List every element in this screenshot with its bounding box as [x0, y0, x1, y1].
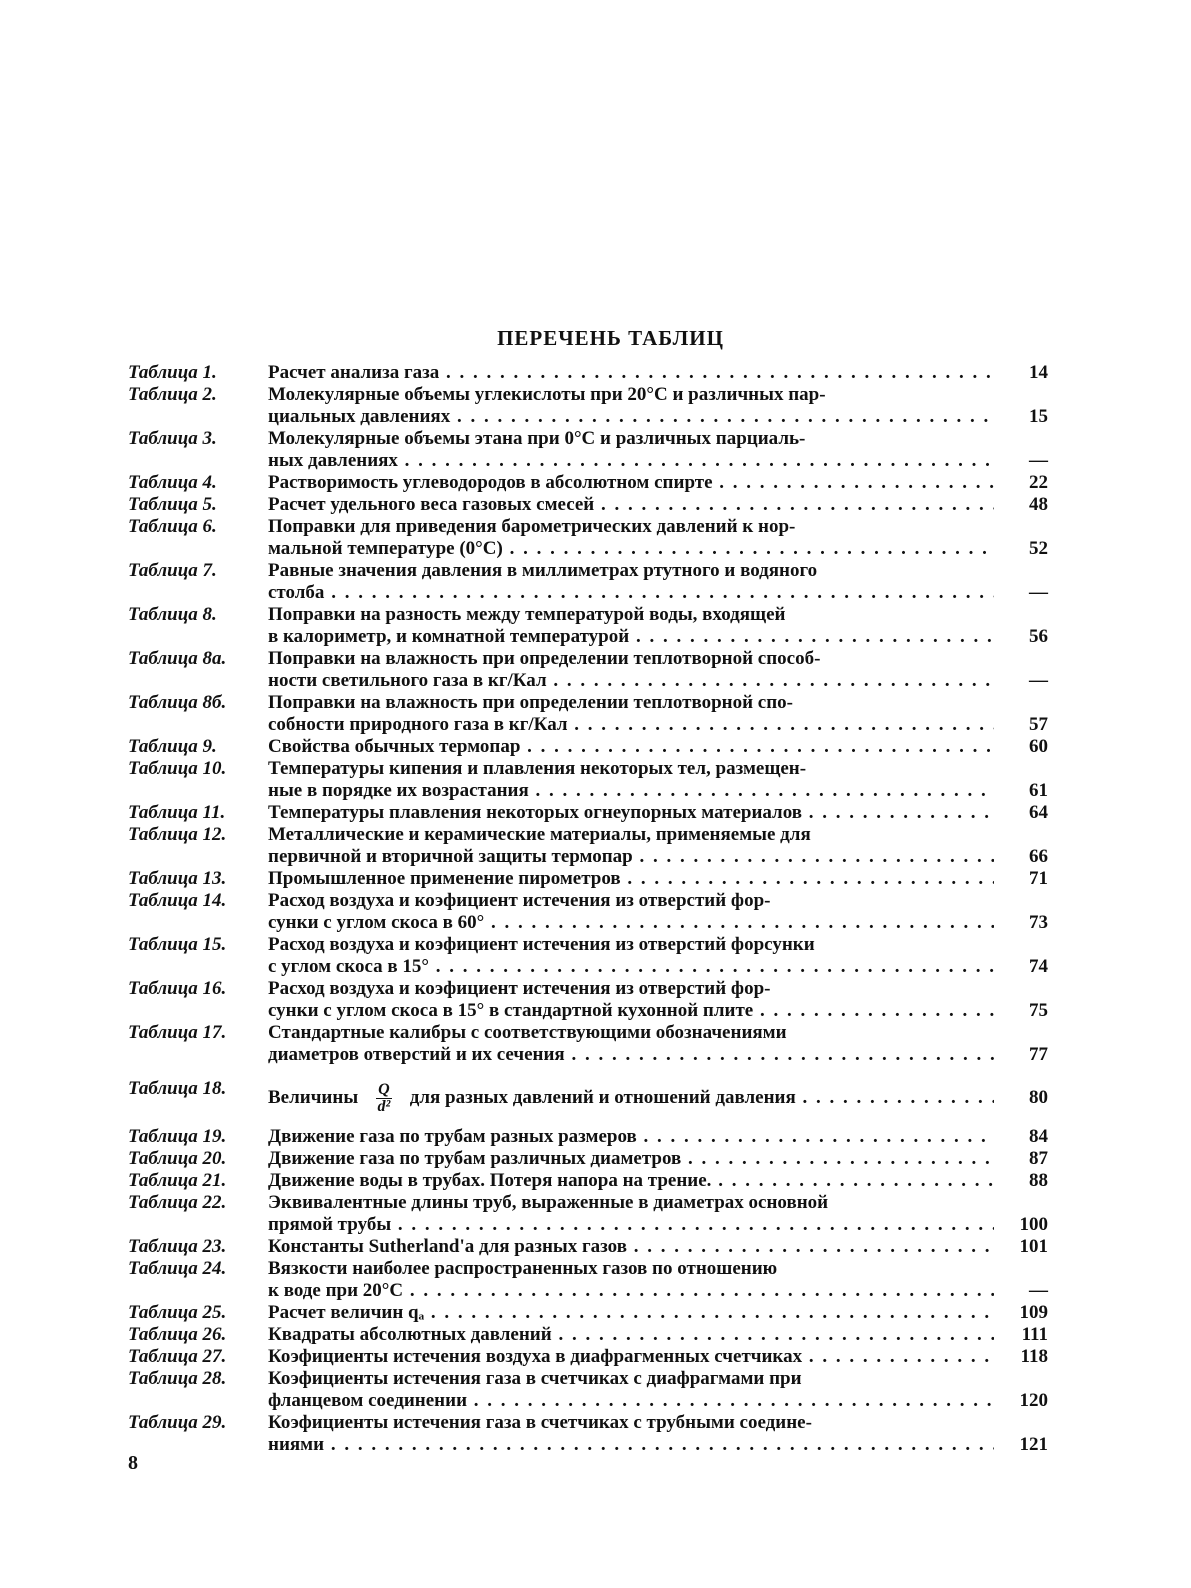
toc-entry-label: Таблица 12.: [128, 824, 227, 845]
toc-entry-title: [268, 362, 1000, 384]
toc-entry-label: Таблица 27.: [128, 1346, 227, 1367]
toc-entry: [128, 1148, 1048, 1170]
toc-entry-title-line: Движение газа по трубам разных размеров . . .: [268, 1126, 994, 1148]
toc-entry-page-number: —: [1029, 1280, 1048, 1301]
toc-entry-title-line: ности светильного газа в кг/Кал . . .: [268, 670, 994, 692]
toc-entry-label: Таблица 5.: [128, 494, 217, 515]
toc-entry-title-line: ные в порядке их возрастания . . .: [268, 780, 994, 802]
toc-entry-page-number: 52: [1029, 538, 1048, 559]
toc-entry-title: [268, 1236, 1000, 1258]
toc-entry-title-line: Свойства обычных термопар . . .: [268, 736, 994, 758]
toc-entry-label: Таблица 24.: [128, 1258, 227, 1279]
toc-entry-title: [268, 1324, 1000, 1346]
toc-entry-label: Таблица 8.: [128, 604, 217, 625]
toc-entry-page-number: 48: [1029, 494, 1048, 515]
toc-entry-title-line: Поправки на влажность при определении теплотворной способ-: [268, 648, 821, 669]
toc-entry-page-number: 73: [1029, 912, 1048, 933]
toc-entry-page-number: 15: [1029, 406, 1048, 427]
toc-entry-title: [268, 692, 1000, 736]
toc-entry: [128, 736, 1048, 758]
toc-entry-page-number: 87: [1029, 1148, 1048, 1169]
toc-entry: [128, 494, 1048, 516]
page-number: 8: [128, 1452, 138, 1474]
toc-entry-title-line: Константы Sutherland'а для разных газов . . .: [268, 1236, 994, 1258]
toc-entry: [128, 1126, 1048, 1148]
toc-entry: [128, 802, 1048, 824]
toc-entry: [128, 604, 1048, 648]
toc-entry-title-line: диаметров отверстий и их сечения . . .: [268, 1044, 994, 1066]
toc-entry: [128, 362, 1048, 384]
toc-entry-title-line: Движение воды в трубах. Потеря напора на трение. . . .: [268, 1170, 994, 1192]
toc-entry-title-line: Поправки на влажность при определении теплотворной спо-: [268, 692, 793, 713]
toc-entry-title-line: Температуры плавления некоторых огнеупорных материалов . . .: [268, 802, 994, 824]
toc-entry-title-line: Поправки на разность между температурой воды, входящей: [268, 604, 786, 625]
toc-entry: [128, 868, 1048, 890]
toc-entry-title-line: Растворимость углеводородов в абсолютном спирте . . .: [268, 472, 994, 494]
toc-entry-page-number: 74: [1029, 956, 1048, 977]
toc-entry-title: [268, 472, 1000, 494]
toc-entry: [128, 1192, 1048, 1236]
toc-entry: [128, 1346, 1048, 1368]
toc-entry-title-line: Металлические и керамические материалы, применяемые для: [268, 824, 811, 845]
toc-entry-title-line: Квадраты абсолютных давлений . . .: [268, 1324, 994, 1346]
toc-entry-label: Таблица 9.: [128, 736, 217, 757]
toc-entry-page-number: 118: [1020, 1346, 1048, 1367]
toc-entry: [128, 472, 1048, 494]
toc-entry-title-line: Движение газа по трубам различных диаметров . . .: [268, 1148, 994, 1170]
toc-entry-label: Таблица 2.: [128, 384, 217, 405]
page-title: ПЕРЕЧЕНЬ ТАБЛИЦ: [497, 326, 724, 350]
toc-entry-label: Таблица 6.: [128, 516, 217, 537]
toc-entry-title-line: к воде при 20°С . . .: [268, 1280, 994, 1302]
toc-entry-title-after: для разных давлений и отношений давления: [409, 1087, 796, 1108]
toc-entry-title-line: Коэфициенты истечения газа в счетчиках с диафрагмами при: [268, 1368, 802, 1389]
toc-entry: [128, 758, 1048, 802]
toc-entry-label: Таблица 29.: [128, 1412, 227, 1433]
toc-entry-title-line: Расход воздуха и коэфициент истечения из отверстий фор-: [268, 978, 771, 999]
toc-entry-title-line: Молекулярные объемы этана при 0°С и различных парциаль-: [268, 428, 806, 449]
toc-entry-title-line: циальных давлениях . . .: [268, 406, 994, 428]
toc-entry-label: Таблица 11.: [128, 802, 226, 823]
toc-entry-title: [268, 824, 1000, 868]
fraction-numerator: Q: [378, 1081, 390, 1099]
toc-entry-page-number: 60: [1029, 736, 1048, 757]
toc-entry: [128, 1236, 1048, 1258]
toc-entry: [128, 648, 1048, 692]
toc-entry-title: [268, 890, 1000, 934]
toc-entry: [128, 560, 1048, 604]
toc-entry-title: [268, 1302, 1000, 1324]
toc-entry-label: Таблица 17.: [128, 1022, 227, 1043]
toc-entry: [128, 1412, 1048, 1456]
toc-entry-title: [268, 1412, 1000, 1456]
toc-entry-title-line: Молекулярные объемы углекислоты при 20°С и различных пар-: [268, 384, 826, 405]
toc-entry-label: Таблица 18.: [128, 1078, 227, 1099]
toc-entry-title-line: Расчет анализа газа . . .: [268, 362, 994, 384]
toc-entry-page-number: 109: [1019, 1302, 1048, 1323]
toc-entry-title: [268, 384, 1000, 428]
toc-entry-label: Таблица 21.: [128, 1170, 227, 1191]
toc-entry-page-number: 61: [1029, 780, 1048, 801]
toc-entry: [128, 1170, 1048, 1192]
toc-entry-title-line: сунки с углом скоса в 15° в стандартной кухонной плите . . .: [268, 1000, 994, 1022]
toc-entry-title: [268, 978, 1000, 1022]
toc-entry: [128, 1302, 1048, 1324]
toc-entry: [128, 978, 1048, 1022]
toc-entry-title: [268, 1078, 1000, 1118]
toc-entry-page-number: 84: [1029, 1126, 1048, 1147]
toc-entry-label: Таблица 13.: [128, 868, 227, 889]
toc-entry-title-line: фланцевом соединении . . .: [268, 1390, 994, 1412]
toc-entry: [128, 384, 1048, 428]
toc-entry-title: [268, 1192, 1000, 1236]
toc-entry-label: Таблица 15.: [128, 934, 227, 955]
toc-entry-page-number: 64: [1029, 802, 1048, 823]
toc-entry-page-number: 22: [1029, 472, 1048, 493]
toc-entry-page-number: 111: [1021, 1324, 1048, 1345]
toc-entry-title-line: ных давлениях . . .: [268, 450, 994, 472]
toc-entry-title-line: с углом скоса в 15° . . .: [268, 956, 994, 978]
toc-entry-title: [268, 1346, 1000, 1368]
toc-entry-title-line: ниями . . .: [268, 1434, 994, 1456]
toc-entry-label: Таблица 10.: [128, 758, 227, 779]
toc-entry-page-number: 100: [1019, 1214, 1048, 1235]
toc-entry-title-line: Расчет величин qₐ . . .: [268, 1302, 994, 1324]
toc-entry-title: [268, 758, 1000, 802]
toc-entry-label: Таблица 7.: [128, 560, 217, 581]
toc-entry: [128, 692, 1048, 736]
toc-entry-label: Таблица 20.: [128, 1148, 227, 1169]
toc-entry-page-number: 75: [1029, 1000, 1048, 1021]
toc-entry-title-line: Равные значения давления в миллиметрах ртутного и водяного: [268, 560, 818, 581]
toc-entry-title: [268, 494, 1000, 516]
toc-entry-title: [268, 560, 1000, 604]
toc-entry-title-line: сунки с углом скоса в 60° . . .: [268, 912, 994, 934]
toc-entry-page-number: 56: [1029, 626, 1048, 647]
toc-entry-title-line: Коэфициенты истечения газа в счетчиках с трубными соедине-: [268, 1412, 812, 1433]
toc-entry-title-line: Эквивалентные длины труб, выраженные в диаметрах основной: [268, 1192, 829, 1213]
toc-entry-page-number: 57: [1029, 714, 1048, 735]
toc-entry: [128, 1324, 1048, 1346]
toc-entry-label: Таблица 28.: [128, 1368, 227, 1389]
toc-entry-title-line: собности природного газа в кг/Кал . . .: [268, 714, 994, 736]
toc-entry-title: [268, 1170, 1000, 1192]
toc-entry-title-line: первичной и вторичной защиты термопар . . .: [268, 846, 994, 868]
toc-entry: [128, 824, 1048, 868]
toc-entry-page-number: 121: [1019, 1434, 1048, 1455]
toc-entry-title-before: Величины: [268, 1087, 359, 1108]
toc-entry-page-number: —: [1029, 582, 1048, 603]
toc-entry-title-line: Поправки для приведения барометрических давлений к нор-: [268, 516, 796, 537]
toc-entry: [128, 1022, 1048, 1066]
toc-entry-title-line: Вязкости наиболее распространенных газов по отношению: [268, 1258, 778, 1279]
toc-entry-page-number: 77: [1029, 1044, 1048, 1065]
toc-entry-page-number: —: [1029, 670, 1048, 691]
toc-entry-title: [268, 736, 1000, 758]
toc-entry-label: Таблица 3.: [128, 428, 217, 449]
toc-entry: [128, 1078, 1048, 1118]
toc-entry-title: [268, 516, 1000, 560]
toc-entry-page-number: 88: [1029, 1170, 1048, 1191]
toc-entry-title-line: Промышленное применение пирометров . . .: [268, 868, 994, 890]
toc-entry-label: Таблица 8б.: [128, 692, 227, 713]
toc-entry-title-line: столба . . .: [268, 582, 994, 604]
toc-entry-label: Таблица 23.: [128, 1236, 227, 1257]
toc-entry-title: [268, 1126, 1000, 1148]
toc-entry-label: Таблица 1.: [128, 362, 217, 383]
toc-entry: [128, 1368, 1048, 1412]
toc-entry-title-line: мальной температуре (0°С) . . .: [268, 538, 994, 560]
toc-entry-title: [268, 1258, 1000, 1302]
toc-entry: [128, 428, 1048, 472]
fraction-q-over-d2: [376, 1082, 392, 1115]
toc-entry-label: Таблица 14.: [128, 890, 227, 911]
toc-entry: [128, 890, 1048, 934]
toc-entry-label: Таблица 4.: [128, 472, 217, 493]
toc-entry-title: [268, 934, 1000, 978]
toc-entry-label: Таблица 26.: [128, 1324, 227, 1345]
toc-entry-page-number: 120: [1019, 1390, 1048, 1411]
toc-entry-page-number: 14: [1029, 362, 1048, 383]
toc-entry-title: [268, 428, 1000, 472]
toc-entry: [128, 934, 1048, 978]
toc-entry-title: [268, 802, 1000, 824]
toc-entry-title: [268, 1368, 1000, 1412]
toc-entry-title-line: Температуры кипения и плавления некоторых тел, размещен-: [268, 758, 807, 779]
toc-entry-title: [268, 868, 1000, 890]
toc-entry-title-line: Расход воздуха и коэфициент истечения из отверстий форсунки: [268, 934, 815, 955]
toc-entry-page-number: 66: [1029, 846, 1048, 867]
toc-entry-title: [268, 1022, 1000, 1066]
toc-entry-label: Таблица 19.: [128, 1126, 227, 1147]
toc-entry-page-number: —: [1029, 450, 1048, 471]
toc-entry-label: Таблица 8а.: [128, 648, 227, 669]
toc-entry-title: [268, 1148, 1000, 1170]
toc-entry: [128, 1258, 1048, 1302]
toc-entry-title-line: прямой трубы . . .: [268, 1214, 994, 1236]
toc-entry-title-line: Стандартные калибры с соответствующими обозначениями: [268, 1022, 787, 1043]
fraction-denominator: d²: [377, 1098, 391, 1116]
toc-entry-label: Таблица 25.: [128, 1302, 227, 1323]
toc-entry-label: Таблица 22.: [128, 1192, 227, 1213]
toc-entry-title-line: Коэфициенты истечения воздуха в диафрагменных счетчиках . . .: [268, 1346, 994, 1368]
toc-entry-page-number: 80: [1029, 1087, 1048, 1108]
toc-entry-title: [268, 648, 1000, 692]
toc-entry-page-number: 101: [1019, 1236, 1048, 1257]
toc-entry-label: Таблица 16.: [128, 978, 227, 999]
toc-entry-title-line: Расход воздуха и коэфициент истечения из отверстий фор-: [268, 890, 771, 911]
toc-entry-title-line: в калориметр, и комнатной температурой . . .: [268, 626, 994, 648]
toc-entry-title: [268, 604, 1000, 648]
toc-entry-title-line: Расчет удельного веса газовых смесей . . .: [268, 494, 994, 516]
toc-entry-page-number: 71: [1029, 868, 1048, 889]
table-of-contents: [128, 362, 1048, 1456]
toc-entry: [128, 516, 1048, 560]
